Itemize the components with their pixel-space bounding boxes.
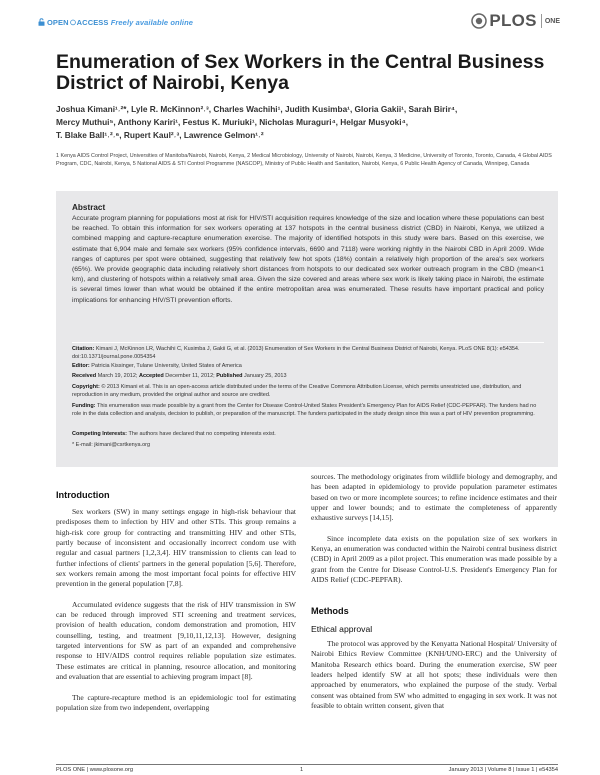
published-label: Published xyxy=(216,373,243,379)
received-date: March 19, 2012; xyxy=(97,373,138,379)
editor-block xyxy=(72,363,544,371)
abstract-heading: Abstract xyxy=(72,203,106,212)
copyright-label: Copyright: xyxy=(72,384,100,390)
intro-paragraph: Accumulated evidence suggests that the risk of HIV transmission in SW can be reduced through improved STI screening and treatment services, provision of health education, condom demonstration and promotion, HIV counselling, testing, and treatment [9,10,11,12,13]. However, designing targeted interventions for SW as part of an expanded and comprehensive response to HIV/AIDS control requires reliable population size estimates. These estimates are critical in planning, resource allocation, and monitoring and evaluation that are essential to achieving program impact [8]. xyxy=(56,599,296,682)
email-block xyxy=(72,442,544,450)
competing-label: Competing Interests: xyxy=(72,431,128,437)
article-title: Enumeration of Sex Workers in the Central Business District of Nairobi, Kenya xyxy=(56,51,545,94)
affiliations: 1 Kenya AIDS Control Project, Universities of Manitoba/Nairobi, Nairobi, Kenya, 2 Medical Microbiology, University of Nairobi, Nairobi, Kenya, 3 Medicine, University of Toronto, Toronto, Canada, 4 Global AIDS Program, CDC, Nairobi, Kenya, 5 National AIDS & STI Control Programme (NASCOP), Ministry of Public Health and Sanitation, Nairobi, Kenya, 6 Public Health Agency of Canada, Winnipeg, Canada xyxy=(56,153,552,168)
right-column xyxy=(311,472,557,595)
funding-block xyxy=(72,403,544,419)
intro-paragraph: Since incomplete data exists on the population size of sex workers in Kenya, an enumeration was conducted within the Nairobi central business district (CBD) in April 2009 as a pilot project. This enumeration was made possible by a grant from the Centre for Disease Control-U.S. President's Emergency Plan for AIDS Relief (CDC-PEPFAR). xyxy=(311,533,557,585)
page-number: 1 xyxy=(300,767,304,773)
plos-logo-icon xyxy=(471,13,487,29)
open-access-banner xyxy=(38,18,193,27)
citation-text: Kimani J, McKinnon LR, Wachihi C, Kusimba J, Gakii G, et al. (2013) Enumeration of Sex Workers in the Central Business District of Nairobi, Kenya. PLoS ONE 8(1): e54354. doi:10.1371/journal.pone.0054354 xyxy=(72,346,520,360)
received-label: Received xyxy=(72,373,97,379)
published-date: January 25, 2013 xyxy=(244,373,287,379)
editor-text: Patricia Kissinger, Tulane University, United States of America xyxy=(91,363,242,369)
citation-label: Citation: xyxy=(72,346,95,352)
abstract-panel xyxy=(56,191,558,467)
logo-plos-text: PLOS xyxy=(489,11,537,30)
accepted-label: Accepted xyxy=(138,373,164,379)
methods-paragraph: The protocol was approved by the Kenyatta National Hospital/ University of Nairobi Ethics Review Committee (KNH/UNO-ERC) and the University of Manitoba Research ethics board. During the enumeration exercise, SW peer leaders helped identify SW at all hot spots; these individuals were then approached by enumerators, who explained the purpose of the study. Verbal consent was obtained from SW who admitted to engaging in sex work. It was not feasible to obtain written consent, given that xyxy=(311,639,557,711)
intro-paragraph: sources. The methodology originates from wildlife biology and demography, and has been adapted in epidemiology to provide population parameter estimates based on two or more incomplete sources; to refine incidence estimates and their upper and lower bounds; and to estimate the completeness of apparently exhaustive surveys [14,15]. xyxy=(311,472,557,523)
methods-column xyxy=(311,639,557,721)
author-line: Joshua Kimani¹˒²*, Lyle R. McKinnon²˒³, Charles Wachihi¹, Judith Kusimba¹, Gloria Gakii¹, Sarah Birir⁴, xyxy=(56,104,458,114)
corresponding-email-link[interactable]: * E-mail: jkimani@csrtkenya.org xyxy=(72,442,151,448)
funding-label: Funding: xyxy=(72,403,96,409)
editor-label: Editor: xyxy=(72,363,90,369)
competing-interests-block xyxy=(72,431,544,439)
intro-paragraph: The capture-recapture method is an epidemiologic tool for estimating population size from two independent, overlapping xyxy=(56,692,296,712)
intro-paragraph: Sex workers (SW) in many settings engage in high-risk behaviour that predisposes them to infection by HIV and other STIs. This group remains a high-risk core group for contracting and transmitting HIV and other STIs, partly because of inconsistent and occasionally incorrect condom use with regular and casual partners [1,2,3,4]. HIV transmission to clients can lead to further infections of clients' partners in the general population [5,6]. Therefore, sex workers remain among the most important focal points for effective HIV prevention in the general population [7,8]. xyxy=(56,507,296,589)
dates-block xyxy=(72,373,544,381)
freely-available-label: Freely available online xyxy=(110,18,194,27)
footer-issue: January 2013 | Volume 8 | Issue 1 | e54354 xyxy=(448,767,558,773)
competing-text: The authors have declared that no competing interests exist. xyxy=(128,431,276,437)
author-line: Mercy Muthui⁵, Anthony Kariri¹, Festus K. Muriuki¹, Nicholas Muraguri⁴, Helgar Musyoki⁴, xyxy=(56,116,409,127)
open-label: OPEN xyxy=(47,18,69,27)
copyright-block xyxy=(72,384,544,400)
ethical-approval-heading: Ethical approval xyxy=(311,624,373,634)
abstract-divider xyxy=(72,342,544,343)
abstract-text: Accurate program planning for populations most at risk for HIV/STI acquisition requires knowledge of the size and location where these populations can best be reached. To obtain this information for sex workers operating at 137 hotspots in the central business district (CBD) in Nairobi, Kenya, we utilized a combined mapping and capture-recapture enumeration exercise. The majority of identified hotspots in this study were bars. Based on this exercise, we estimate that 6,904 male and female sex workers (95% confidence intervals, 6690 and 7118) were working nightly in the Nairobi CBD in April 2009. Wide ranges of captures per spot were obtained, suggesting that relatively few hot spots (18%) contain a relatively high proportion of the area's sex workers (65%). We provide geographic data including relatively short distances from hotspots to our dedicated sex worker outreach program in the CBD (mean<1 km), and clustering of hotspots within a relatively small area. Given the size covered and areas where sex work is likely taking place in Nairobi, the estimate is several times lower than what would be obtained if the entire metropolitan area was enumerated. These results have important practical and policy implications for enhancing HIV/STI prevention efforts. xyxy=(72,215,544,304)
copyright-text: © 2013 Kimani et al. This is an open-access article distributed under the terms of the Creative Commons Attribution License, which permits unrestricted use, distribution, and reproduction in any medium, provided the original author and source are credited. xyxy=(72,384,522,398)
plos-one-logo xyxy=(471,10,560,32)
logo-one-text: ONE xyxy=(544,17,560,25)
footer-divider xyxy=(56,764,558,765)
author-line: T. Blake Ball¹˒²˒⁶, Rupert Kaul²˒³, Lawrence Gelmon¹˒² xyxy=(56,129,264,140)
logo-divider xyxy=(541,14,542,28)
introduction-heading: Introduction xyxy=(56,490,110,500)
open-lock-icon xyxy=(38,18,45,26)
page-footer xyxy=(56,767,558,775)
open-lock-icon-2 xyxy=(70,18,76,26)
author-list xyxy=(56,103,556,141)
left-column xyxy=(56,507,296,723)
methods-heading: Methods xyxy=(311,606,349,616)
citation-block xyxy=(72,346,544,362)
footer-journal-link[interactable]: PLOS ONE | www.plosone.org xyxy=(56,767,134,773)
access-label: ACCESS xyxy=(76,18,109,27)
accepted-date: December 11, 2012; xyxy=(165,373,215,379)
funding-text: This enumeration was made possible by a grant from the Center for Disease Control-United States President's Emergency Plan for AIDS Relief (CDC-PEPFAR). The funders had no role in the data collection and analysis, decision to publish, or preparation of the manuscript. The funders participated in the study design since this was a part of HIV prevention programming. xyxy=(72,403,537,417)
journal-header xyxy=(38,10,560,32)
